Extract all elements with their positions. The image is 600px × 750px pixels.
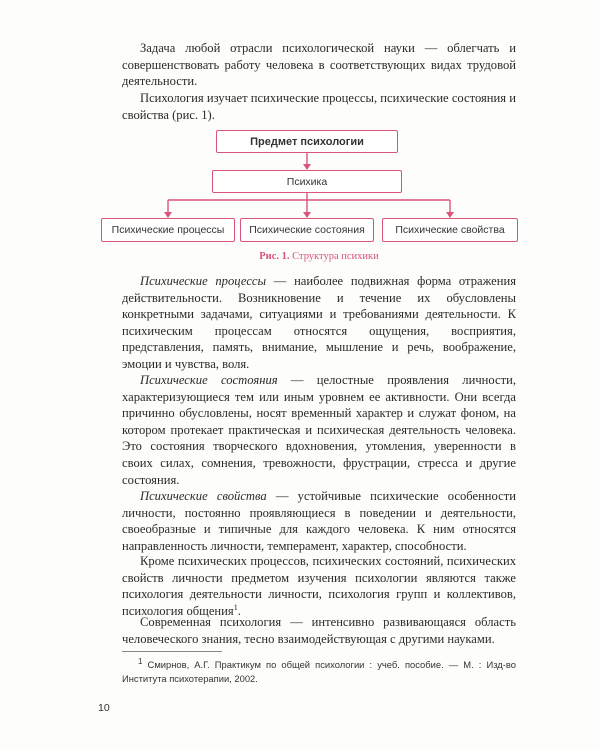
diagram-box-properties: Психические свойства [382,218,518,242]
footnote-divider [122,651,222,652]
caption-label: Рис. 1. [259,251,290,262]
footnote: $^1$ Смирнов, А.Г. Практикум по общей психологии : учеб. пособие. — М. : Изд-во Института психотерапии, 2002. [122,656,516,684]
paragraph-besides: Кроме психических процессов, психических состояний, психических свойств личности предметом изучения психологии являются также психология деятельности личности, психология групп и коллективов, психология общения$^1$. [122,554,516,618]
intro-paragraph-1: Задача любой отрасли психологической науки — облегчать и совершенствовать работу человека в соответствующих видах трудовой деятельности. [122,41,516,89]
diagram-box-processes: Психические процессы [101,218,235,242]
footnote-reference: 1 [233,602,238,612]
paragraph-processes: Психические процессы — наиболее подвижная форма отражения действительности. Возникновение и течение их обусловлены конкретными задачами, ситуациями и требованиями деятельности. К психическим процессам относятся ощущения, восприятия, представления, память, внимание, мышление и речь, воображение, эмоции и чувства, воля. [122,274,517,371]
diagram-box-states: Психические состояния [240,218,374,242]
diagram-box-psyche: Психика [212,170,402,193]
diagram-box-subject: Предмет психологии [216,130,398,153]
caption-text: Структура психики [292,251,379,262]
term-states: Психические состояния [140,373,278,387]
term-properties: Психические свойства [140,489,267,503]
paragraph-states: Психические состояния — целостные проявления личности, характеризующиеся тем или иным уровнем ее активности. Они всегда причинно обусловлены, носят временный характер и служат фоном, на котором протекает практическая и психическая деятельность человека. Это состояния творческого вдохновения, утомления, уверенности в своих силах, сомнения, тревожности, фрустрации, стресса и другие состояния. [122,373,516,487]
term-processes: Психические процессы [140,274,267,288]
page-number: 10 [98,702,110,714]
paragraph-modern: Современная психология — интенсивно развивающаяся область человеческого знания, тесно взаимодействующая с другими науками. [122,615,516,646]
paragraph-properties: Психические свойства — устойчивые психические особенности личности, постоянно проявляющиеся в поведении и деятельности, своеобразные и типичные для каждого человека. К ним относятся направленность личности, темперамент, характер, способности. [122,489,516,553]
footnote-mark: 1 [138,656,143,666]
figure-caption [122,251,516,262]
intro-paragraph-2: Психология изучает психические процессы, психические состояния и свойства (рис. 1). [122,91,516,122]
